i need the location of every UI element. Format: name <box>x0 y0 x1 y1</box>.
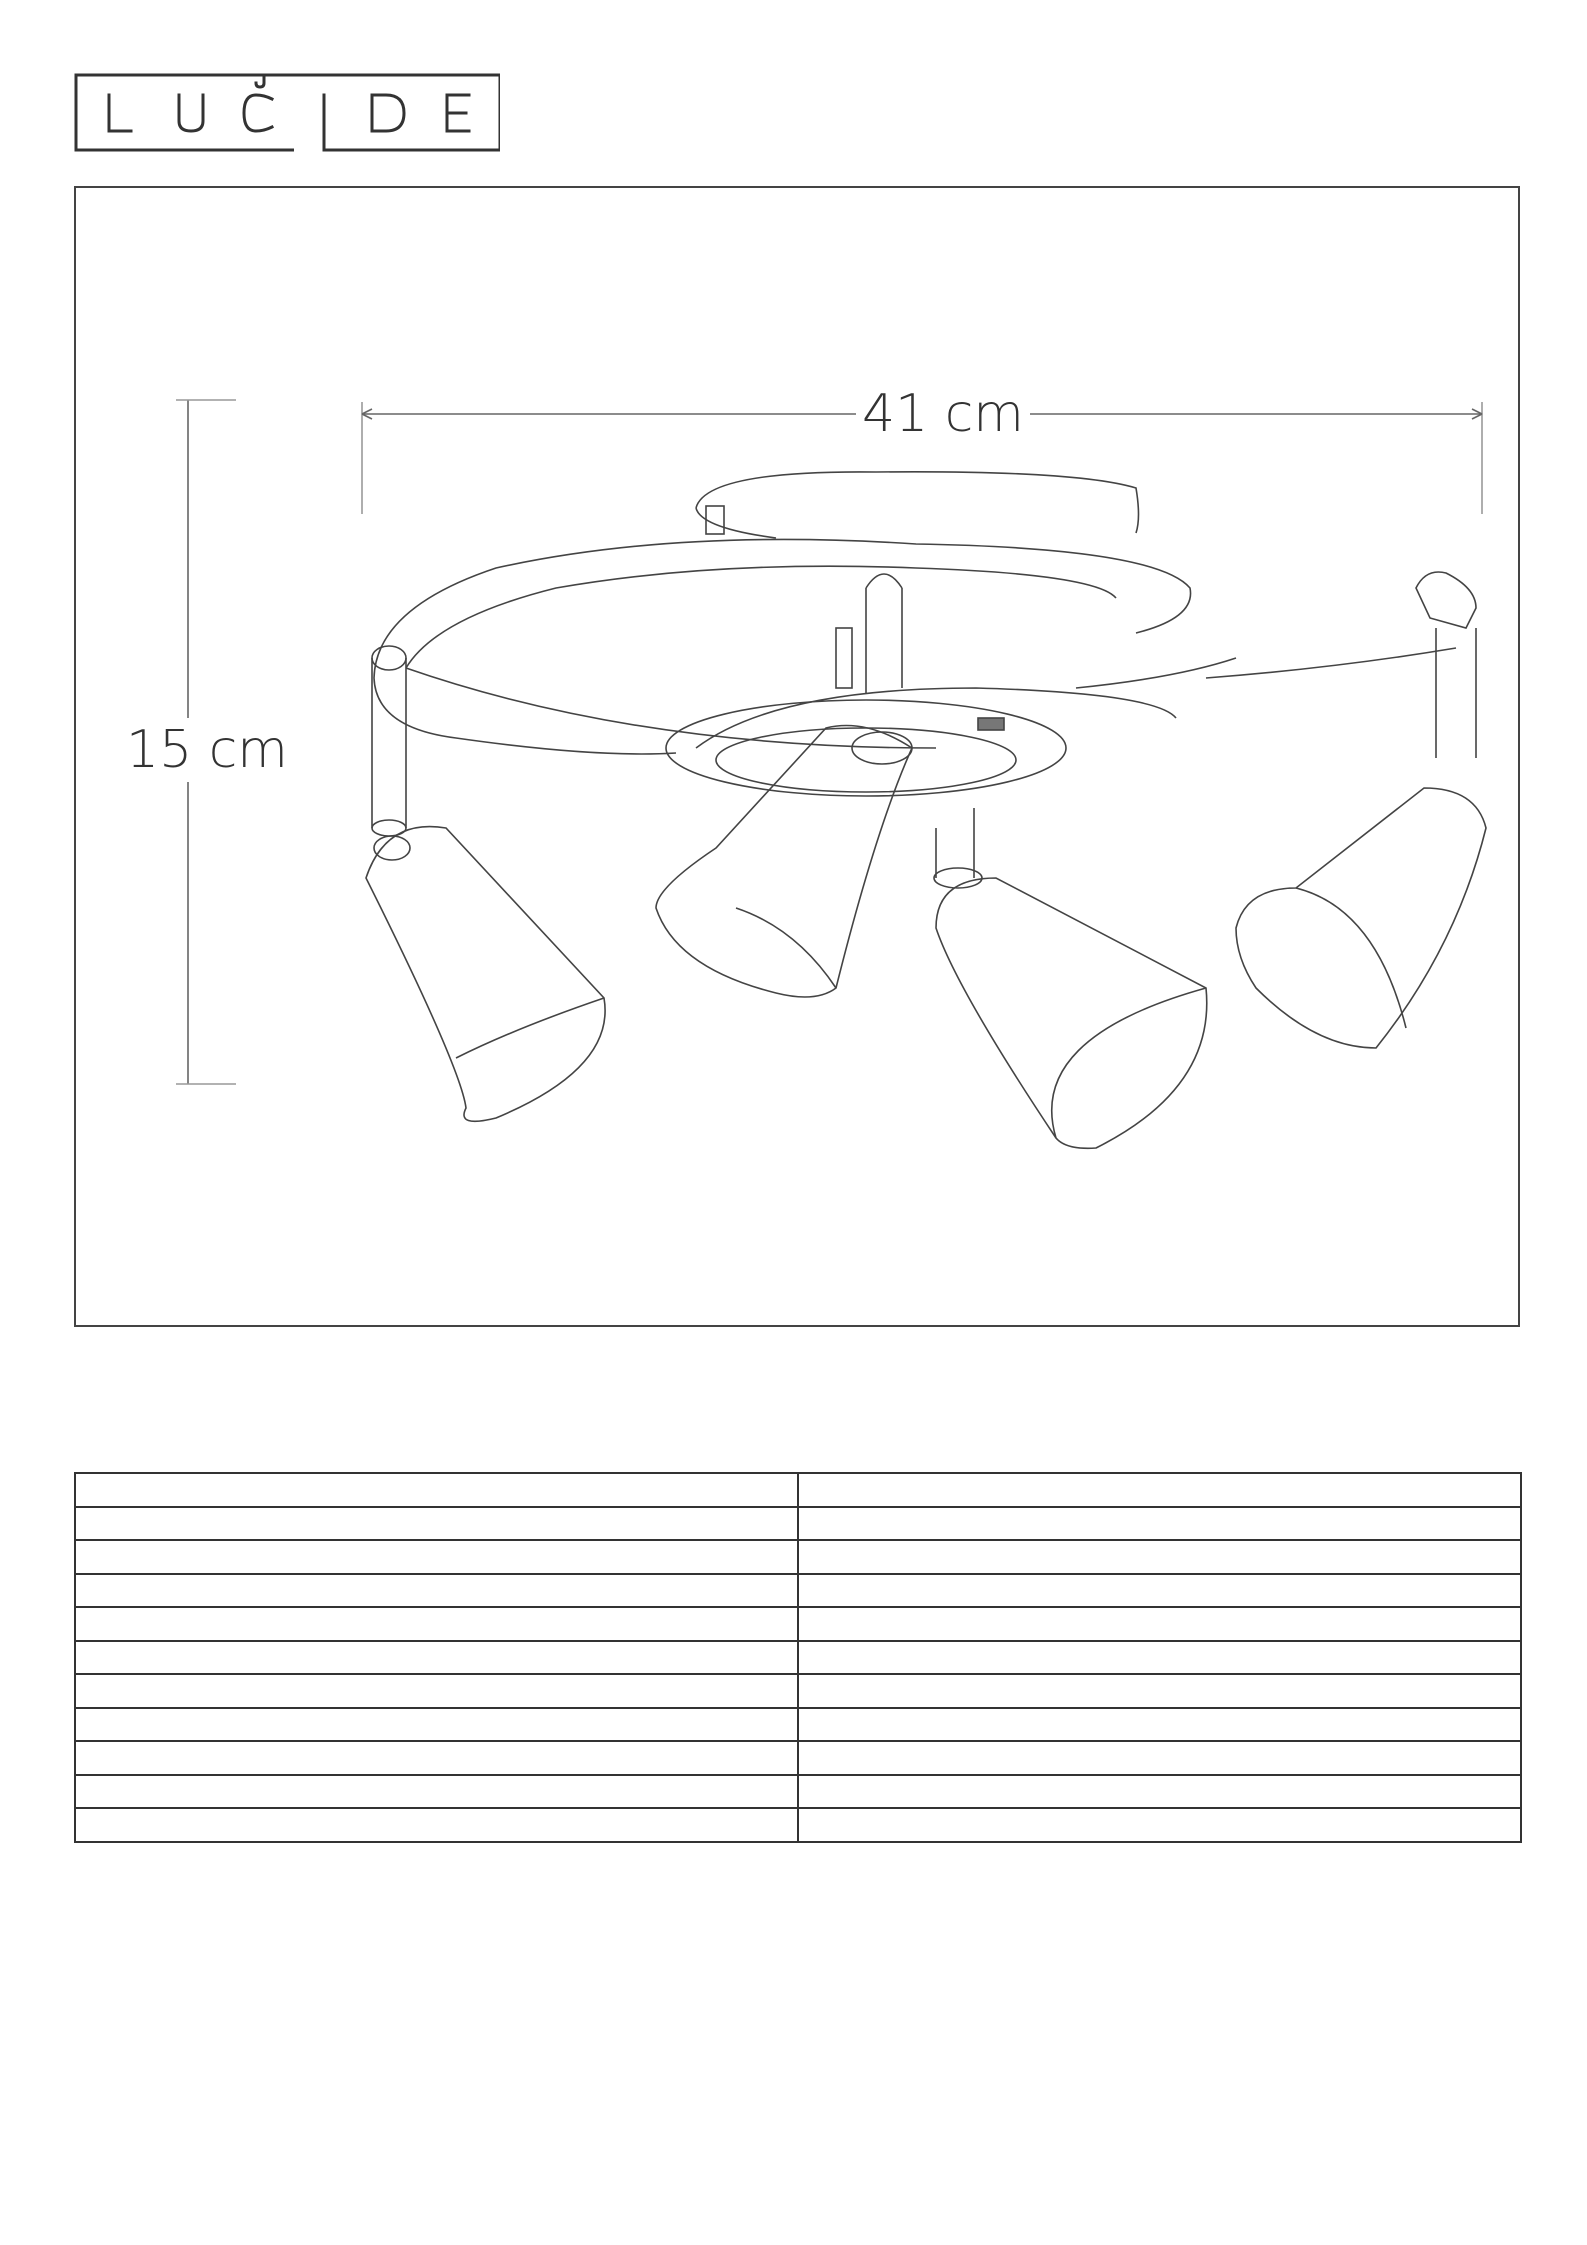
table-cell <box>798 1607 1521 1641</box>
technical-drawing-frame <box>74 186 1520 1327</box>
height-dimension-label: 15 cm <box>126 720 288 780</box>
ceiling-spotlight-drawing <box>76 188 1522 1329</box>
table-cell <box>798 1641 1521 1675</box>
table-cell <box>75 1641 798 1675</box>
table-cell <box>75 1775 798 1809</box>
table-row <box>75 1507 1521 1541</box>
table-row <box>75 1674 1521 1708</box>
table-row <box>75 1473 1521 1507</box>
table-row <box>75 1607 1521 1641</box>
table-cell <box>75 1507 798 1541</box>
table-row <box>75 1775 1521 1809</box>
table-row <box>75 1741 1521 1775</box>
table-row <box>75 1708 1521 1742</box>
table-cell <box>75 1574 798 1608</box>
table-row <box>75 1641 1521 1675</box>
table-row <box>75 1540 1521 1574</box>
table-cell <box>75 1540 798 1574</box>
table-row <box>75 1808 1521 1842</box>
table-cell <box>75 1741 798 1775</box>
lucide-logo <box>74 73 500 152</box>
table-cell <box>75 1607 798 1641</box>
table-cell <box>75 1473 798 1507</box>
table-cell <box>798 1775 1521 1809</box>
table-cell <box>798 1674 1521 1708</box>
table-cell <box>798 1507 1521 1541</box>
table-cell <box>75 1808 798 1842</box>
table-row <box>75 1574 1521 1608</box>
table-cell <box>798 1473 1521 1507</box>
table-cell <box>75 1674 798 1708</box>
table-cell <box>798 1574 1521 1608</box>
table-cell <box>798 1708 1521 1742</box>
specification-table <box>74 1472 1522 1843</box>
table-cell <box>798 1741 1521 1775</box>
table-cell <box>798 1540 1521 1574</box>
table-cell <box>798 1808 1521 1842</box>
width-dimension-label: 41 cm <box>856 388 1030 440</box>
table-cell <box>75 1708 798 1742</box>
